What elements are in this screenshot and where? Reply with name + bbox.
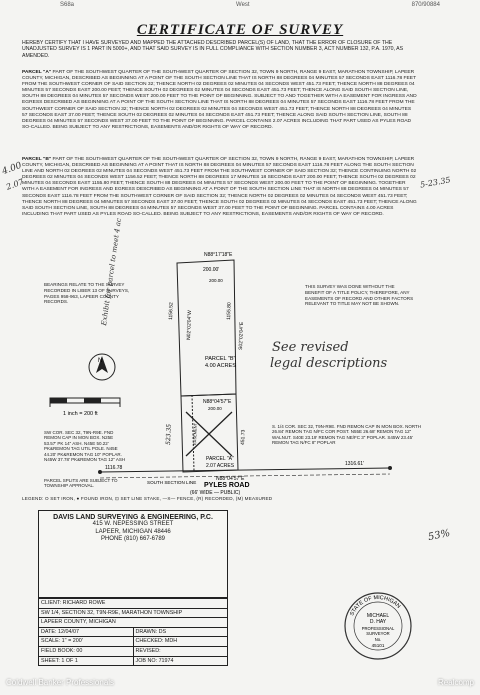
road-name-label: PYLES ROAD: [204, 482, 250, 489]
easement-label: EASEMENT: [192, 422, 198, 446]
bearings-note: BEARINGS RELATE TO THE SURVEY RECORDED IN LIBER 13 OF SURVEYS, PAGES 958-963, LAPEER COUNTY RECORDS.: [44, 282, 130, 305]
scale-text: 1 inch = 200 ft: [63, 411, 98, 417]
watermark-left: Coldwell Banker Professionals: [6, 678, 115, 687]
parcel-b-text: PART OF THE SOUTHWEST QUARTER OF THE SOUTHWEST QUARTER OF SECTION 32, TOWN 9 NORTH, RANGE 9 EAST, MARATHON TOWNSHIP, LAPEER COUNTY, MICHIGAN, DESCRIBED AS BEGINNING AT A POINT THAT IS NORTH 88 DEGREES 04 MINUTES 57 SECONDS EAST 1116.78 FEET ALONG THE SOUTH SECTION LINE AND NORTH 02 DEGREES 02 MINUTES 04 SECONDS WEST 451.73 FEET FROM THE SOUTHWEST CORNER OF SAID SECTION 32; THENCE CONTINUING NORTH 02 DEGREES 02 MINUTES 04 SECONDS WEST 1156.52 FEET; THENCE NORTH 88 DEGREES 17 MINUTES 18 SECONDS EAST 200.00 FEET; THENCE SOUTH 02 DEGREES 02 MINUTES 04 SECONDS EAST 1155.80 FEET; THENCE SOUTH 88 DEGREES 04 MINUTES 57 SECONDS WEST 200.00 FEET TO THE POINT OF BEGINNING. TOGETHER WITH A EASEMENT FOR INGRESS AND EGRESS DESCRIBED AS BEGINNING AT A POINT OF THE SOUTH SECTION LINE THAT IS NORTH 88 DEGREES 04 MINUTES 57 SECONDS EAST 1116.78 FEET FROM THE SOUTHWEST CORNER OF SAID SECTION 32; THENCE NORTH 02 DEGREES 02 MINUTES 04 SECONDS WEST 451.73 FEET; THENCE NORTH 88 DEGREES 04 MINUTES 57 SECONDS EAST 37.00 FEET; THENCE SOUTH 02 DEGREES 02 MINUTES 04 SECONDS EAST 451.73 FEET; THENCE ALONG SAID SOUTH SECTION LINE, SOUTH 88 DEGREES 04 MINUTES 57 SECONDS WEST 37.00 FEET TO THE POINT OF BEGINNING. PARCEL CONTAINS 4.00 ACRES INCLUDING THAT PART USED AS PYLES ROAD SO-CALLED. BEING SUBJECT TO ANY RESTRICTIONS, EASEMENTS AND/OR RIGHTS OF WAY OF RECORD.: [22, 157, 417, 217]
sheet-field: SHEET: 1 OF 1: [41, 657, 78, 664]
pyles-road: [98, 461, 392, 496]
company-block: [38, 510, 228, 598]
handwritten-margin-value: 5-23.35: [419, 175, 452, 190]
parcel-b-shape: [168, 252, 245, 396]
parcel-b-label: PARCEL "B": [22, 157, 52, 162]
strip-right: 870/90884: [411, 2, 440, 8]
county-field: LAPEER COUNTY, MICHIGAN: [41, 619, 116, 626]
company-street: 415 W. NEPESSING STREET: [92, 521, 174, 527]
seal-number: 45101: [371, 643, 385, 648]
top-dim-label: 200.00': [203, 267, 220, 273]
west-length-label: 1156.52: [168, 302, 175, 321]
section-line-label: SOUTH SECTION LINE: [147, 480, 197, 485]
sw-corner-reference: SW COR. SEC 32, T9N-R9E. FND REMON CAP IN MON BOX. N25E 53.57' PK 14" ASH. N45E 50.22' PK&REMON TAG UTIL POLE. N45E 44.20' PK&REMON TAG 10" POPLAR. N45W 37.78' PK&REMON TAG 12" ASH: [44, 430, 126, 463]
lower-length-label: 451.73: [240, 429, 247, 446]
parcel-b-acres-label: 4.00 ACRES: [205, 363, 236, 369]
handwritten-acres-1: 4.00: [0, 160, 24, 178]
west-bearing-label: N02°02'04"W: [186, 310, 194, 341]
left-dim-label: 1116.78: [105, 465, 123, 471]
parcel-a-map-label: PARCEL "A": [206, 456, 234, 462]
company-city: LAPEER, MICHIGAN 48446: [95, 528, 171, 535]
strip-left: S68a: [60, 2, 75, 8]
east-length-label: 1155.80: [226, 302, 233, 321]
client-field: CLIENT: RICHARD ROWE: [41, 600, 106, 606]
parcel-splits-note: PARCEL SPLITS ARE SUBJECT TO TOWNSHIP APPROVAL.: [44, 478, 118, 489]
certification-text: HEREBY CERTIFY THAT I HAVE SURVEYED AND MAPPED THE ATTACHED DESCRIBED PARCEL(S) OF LAND, THAT THE ERROR OF CLOSURE OF THE UNADJUSTED SURVEY IS 1 PART IN 5000+, AND THAT SAID SURVEY IS IN FULL COMPLIANCE WITH SECTION NUMBER 3, ACT NUMBER 132, P.A. 1970, AS AMENDED.: [22, 40, 404, 59]
parcel-a-description: [22, 70, 417, 131]
legend: LEGEND: O SET IRON, ● FOUND IRON, ⊡ SET LINE STAKE, —X— FENCE, (R) RECORDED, (M) MEASURED: [22, 496, 273, 501]
handwritten-legal-descriptions: legal descriptions: [270, 356, 388, 371]
job-number-field: JOB NO: 71974: [133, 657, 228, 666]
title-policy-note: THIS SURVEY WAS DONE WITHOUT THE BENEFIT OF A TITLE POLICY, THEREFORE, ANY EASEMENTS OF RECORD AND OTHER FACTORS RELEVANT TO TITLE MAY NOT BE SHOWN.: [305, 284, 414, 307]
title-block: [38, 598, 228, 666]
parcel-a-text: PART OF THE SOUTHWEST QUARTER OF THE SOUTHWEST QUARTER OF SECTION 32, TOWN 9 NORTH, RANGE 9 EAST, MARATHON TOWNSHIP, LAPEER COUNTY, MICHIGAN, DESCRIBED AS BEGINNING AT A POINT OF THE SOUTH SECTION LINE THAT IS NORTH 88 DEGREES 04 MINUTES 57 SECONDS EAST 1116.78 FEET FROM THE SOUTHWEST CORNER OF SAID SECTION 32; THENCE NORTH 02 DEGREES 02 MINUTES 04 SECONDS WEST 451.73 FEET; THENCE NORTH 88 DEGREES 04 MINUTES 57 SECONDS EAST 200.00 FEET; THENCE SOUTH 02 DEGREES 02 MINUTES 04 SECONDS EAST 451.73 FEET; THENCE ALONG SAID SOUTH SECTION LINE, SOUTH 88 DEGREES 04 MINUTES 57 SECONDS WEST 200.00 FEET TO THE POINT OF BEGINNING. SUBJECT TO AND TOGETHER WITH A EASEMENT FOR INGRESS AND EGRESS DESCRIBED AS BEGINNING AT A POINT OF THE SOUTH SECTION LINE THAT IS NORTH 88 DEGREES 04 MINUTES 57 SECONDS EAST 1116.78 FEET FROM THE SOUTHWEST CORNER OF SAID SECTION 32; THENCE NORTH 02 DEGREES 02 MINUTES 04 SECONDS WEST 451.73 FEET; THENCE NORTH 88 DEGREES 04 MINUTES 57 SECONDS EAST 37.00 FEET; THENCE SOUTH 02 DEGREES 02 MINUTES 04 SECONDS EAST 451.73 FEET; THENCE ALONG SAID SOUTH SECTION LINE, SOUTH 88 DEGREES 04 MINUTES 57 SECONDS WEST 37.00 FEET TO THE POINT OF BEGINNING. PARCEL CONTAINS 2.07 ACRES INCLUDING THAT PART USED AS PYLES ROAD SO-CALLED. BEING SUBJECT TO ANY RESTRICTIONS, EASEMENTS AND/OR RIGHTS OF WAY OF RECORD.: [22, 70, 417, 130]
seal-role-2: SURVEYOR: [366, 631, 390, 636]
mid-dim-label: 200.00: [208, 406, 222, 411]
parcel-a-acres-label: 2.07 ACRES: [206, 463, 235, 469]
parcel-b-map-label: PARCEL "B": [205, 356, 236, 362]
date-field: DATE: 12/04/07: [41, 628, 79, 635]
fieldbook-field: FIELD BOOK: 00: [41, 647, 83, 654]
east-bearing-label: S02°02'04"E: [238, 321, 245, 351]
watermark-footer: [0, 673, 480, 695]
seal-name-2: D. HAY: [369, 619, 387, 625]
company-phone: PHONE (810) 667-6789: [100, 536, 166, 542]
document-title: CERTIFICATE OF SURVEY: [136, 22, 344, 38]
s-quarter-reference: S. 1/4 COR. SEC 32, T9N-R9E. FND REMON CAP IN MON BOX. NORTH 26.84' REMON TAG N/FC COR POST. N55E 26.68' REMON TAG 12" WALNUT. S40E 23.19' REMON TAG NE/FC 3" POPLAR. S45W 23.45' REMON TAG N/FC 8" POPLAR: [272, 424, 422, 446]
right-dim-label: 1316.61': [345, 461, 365, 467]
north-letter: N: [98, 358, 103, 364]
top-dim-label-2: 200.00: [209, 278, 223, 283]
road-width-label: (66' WIDE — PUBLIC): [190, 490, 241, 496]
partial-dim-label: 523.35: [165, 423, 173, 446]
handwritten-side-note: Exhibit for parcel to meet 4 ac: [100, 217, 124, 327]
surveyor-seal: [343, 591, 413, 661]
drawn-field: DRAWN: DS: [133, 628, 228, 637]
parcel-a-label: PARCEL "A": [22, 70, 52, 75]
seal-role: PROFESSIONAL: [361, 626, 395, 631]
parcel-b-description: [22, 157, 417, 218]
strip-mid: West: [236, 2, 250, 8]
parcel-a-shape: [165, 394, 247, 472]
checked-field: CHECKED: MDH: [133, 637, 228, 646]
handwritten-page-mark: 53%: [427, 527, 452, 544]
scale-bar: [50, 398, 120, 417]
seal-name-1: MICHAEL: [366, 613, 390, 619]
north-arrow: [89, 354, 115, 380]
handwritten-acres-2: 2.07: [4, 177, 25, 192]
mid-bearing-label: N88°04'57"E: [203, 399, 232, 405]
company-name: DAVIS LAND SURVEYING & ENGINEERING, P.C.: [53, 514, 213, 521]
handwritten-see-revised: See revised: [272, 340, 349, 355]
watermark-right: Realcomp: [437, 678, 474, 687]
seal-no-label: No.: [374, 637, 382, 642]
revised-field: REVISED:: [133, 647, 228, 656]
seal-state-text: STATE OF MICHIGAN: [349, 594, 402, 617]
fax-header-strip: [60, 2, 440, 8]
south-bearing-label: N88°04'57"E: [216, 476, 245, 482]
north-bearing-label: N88°17'18"E: [204, 252, 233, 258]
scale-field: SCALE: 1" = 200': [41, 638, 83, 645]
location-field: SW 1/4, SECTION 32, T9N-R9E, MARATHON TOWNSHIP: [41, 609, 183, 616]
